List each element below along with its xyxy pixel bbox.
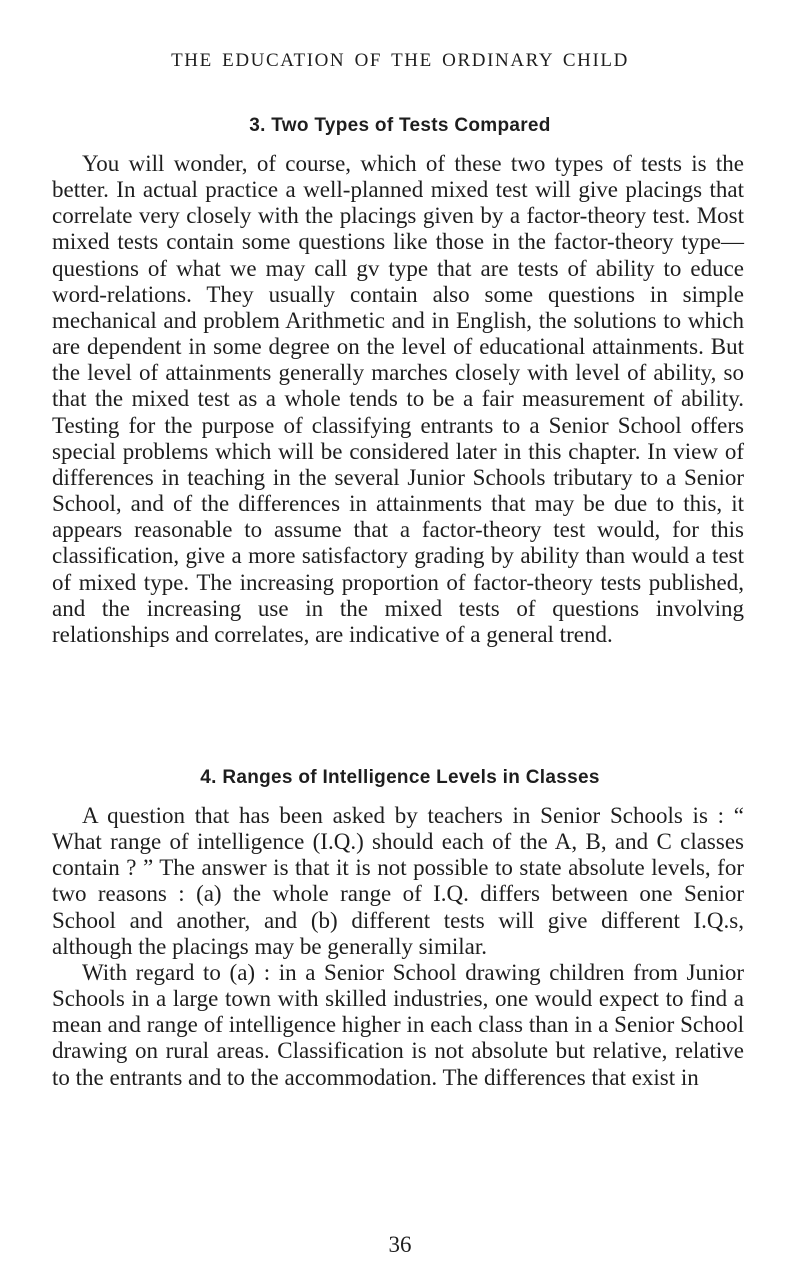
section-title-4: 4. Ranges of Intelligence Levels in Classes	[200, 767, 600, 788]
body-paragraph: With regard to (a) : in a Senior School drawing children from Junior Schools in a large town with skilled industries, one would expect to find a mean and range of intelligence higher in each class than in a Senior School drawing on rural areas. Classification is not absolute but relative, relative to the entrants and to the accommodation. The differences that exist in	[52, 960, 744, 1090]
running-head: THE EDUCATION OF THE ORDINARY CHILD	[171, 50, 629, 71]
body-paragraph: A question that has been asked by teachers in Senior Schools is : “ What range of intelligence (I.Q.) should each of the A, B, and C classes contain ? ” The answer is that it is not possible to state absolute levels, for two reasons : (a) the whole range of I.Q. differs between one Senior School and another, and (b) different tests will give different I.Q.s, although the placings may be generally similar.	[52, 803, 744, 959]
body-paragraph: You will wonder, of course, which of these two types of tests is the better. In actual practice a well-planned mixed test will give placings that correlate very closely with the placings given by a factor-theory test. Most mixed tests contain some questions like those in the factor-theory type—questions of what we may call gv type that are tests of ability to educe word-relations. They usually contain also some questions in simple mechanical and problem Arithmetic and in English, the solutions to which are dependent in some degree on the level of educational attainments. But the level of attainments generally marches closely with level of ability, so that the mixed test as a whole tends to be a fair measurement of ability. Testing for the purpose of classifying entrants to a Senior School offers special problems which will be considered later in this chapter. In view of differences in teaching in the several Junior Schools tributary to a Senior School, and of the differences in attainments that may be due to this, it appears reasonable to assume that a factor-theory test would, for this classification, give a more satisfactory grading by ability than would a test of mixed type. The increasing proportion of factor-theory tests published, and the increasing use in the mixed tests of questions involving relationships and correlates, are indicative of a general trend.	[52, 151, 744, 647]
page-number: 36	[388, 1232, 412, 1257]
section-title-3: 3. Two Types of Tests Compared	[249, 115, 551, 136]
